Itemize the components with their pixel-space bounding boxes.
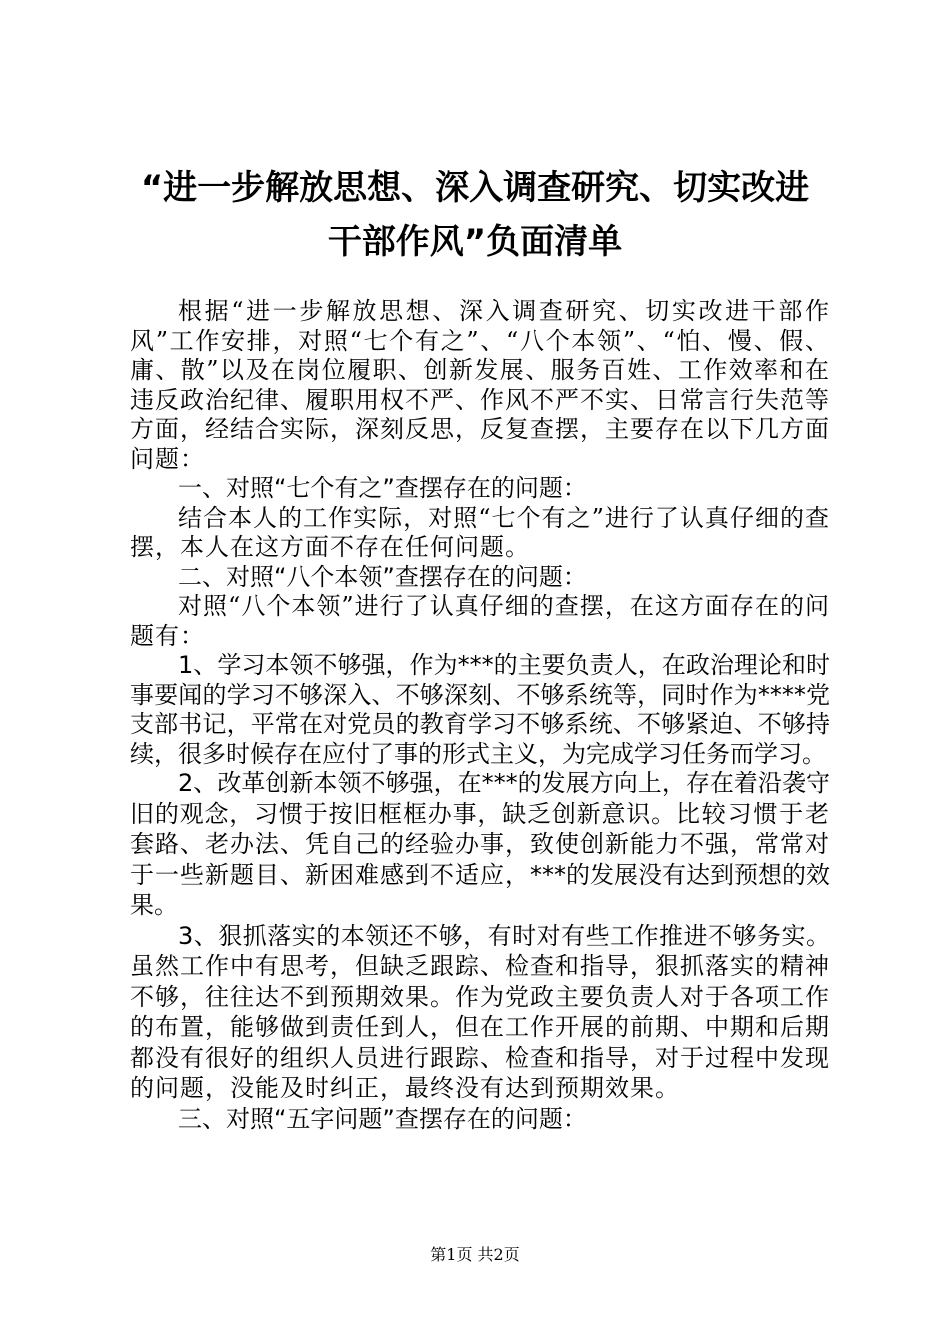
item-1-paragraph: 1、学习本领不够强，作为***的主要负责人，在政治理论和时事要闻的学习不够深入、不够深刻、不够系统等，同时作为****党支部书记，平常在对党员的教育学习不够系统、不够紧迫、不够持续，很多时候存在应付了事的形式主义，为完成学习任务而学习。 [130, 651, 830, 768]
section-heading-1: 一、对照“七个有之”查摆存在的问题： [178, 474, 587, 502]
section-2-intro-paragraph: 对照“八个本领”进行了认真仔细的查摆，在这方面存在的问题有： [130, 592, 830, 650]
section-heading-3: 三、对照“五字问题”查摆存在的问题： [178, 1104, 587, 1133]
document-title-line-1: “进一步解放思想、深入调查研究、切实改进 [140, 168, 810, 208]
item-2-text-part-2: 比较习惯于老套路、老办法、凭自己的经验办事，致使创新能力不强，常常对于一些新题目、新困难感到不适应， [130, 799, 831, 889]
item-2-paragraph [130, 769, 830, 922]
section-heading-2: 二、对照“八个本领”查摆存在的问题： [178, 562, 587, 591]
section-1-paragraph: 结合本人的工作实际，对照“七个有之”进行了认真仔细的查摆，本人在这方面不存在任何问题。 [130, 503, 830, 561]
page-number-footer: 第1页 共2页 [430, 1245, 520, 1264]
intro-paragraph: 根据“进一步解放思想、深入调查研究、切实改进干部作风”工作安排，对照“七个有之”、“八个本领”、“怕、慢、假、庸、散”以及在岗位履职、创新发展、服务百姓、工作效率和在违反政治纪律、履职用权不严、作风不严不实、日常言行失范等方面，经结合实际，深刻反思，反复查摆，主要存在以下几方面问题： [130, 297, 830, 473]
item-3-text-part-1: 3、狠抓落实的本领还不够，有时对有些工作推进不够务实。 [178, 921, 830, 950]
item-3-text-part-2: 虽然工作中有思考，但缺乏跟踪、检查和指导，狠抓落实的精神不够，往往达不到预期效果。作为党政主要负责人对于各项工作的布置，能够做到责任到人，但在工作开展的前期、中期和后期都没有很好的组织人员进行跟踪、检查和指导，对于过程中发现的问题，没能及时纠正，最终没有达到预期效果。 [130, 952, 830, 1102]
item-2-text-part-3: ***的发展没有达到预想的效果。 [130, 860, 830, 919]
item-3-paragraph [130, 922, 830, 1105]
document-title-line-2: 干部作风”负面清单 [327, 222, 623, 262]
item-2-text-part-1: 2、改革创新本领不够强，在***的发展方向上，存在着沿袭守旧的观念，习惯于按旧框框办事，缺乏创新意识。 [130, 769, 830, 828]
document-body [130, 297, 830, 1134]
